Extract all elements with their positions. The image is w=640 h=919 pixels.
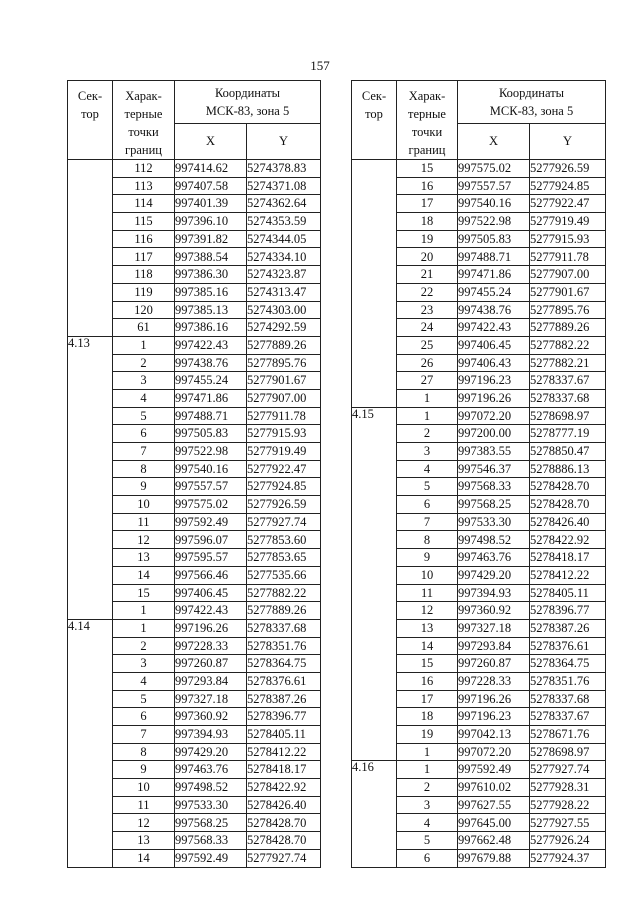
point-number-cell: 15 [113,584,175,602]
y-coordinate-cell: 5277922.47 [530,195,606,213]
point-number-cell: 7 [397,513,458,531]
y-coordinate-cell: 5277882.21 [530,354,606,372]
x-coordinate-cell: 997463.76 [175,761,247,779]
point-number-cell: 6 [397,496,458,514]
x-coordinate-cell: 997401.39 [175,195,247,213]
point-number-cell: 24 [397,319,458,337]
y-coordinate-cell: 5278351.76 [530,672,606,690]
y-coordinate-cell: 5277928.22 [530,796,606,814]
x-coordinate-cell: 997533.30 [458,513,530,531]
point-number-cell: 11 [113,796,175,814]
x-coordinate-cell: 997505.83 [175,425,247,443]
sector-cell [352,160,397,408]
x-coordinate-cell: 997463.76 [458,549,530,567]
point-number-cell: 19 [397,230,458,248]
point-number-cell: 113 [113,177,175,195]
x-coordinate-cell: 997540.16 [175,460,247,478]
table-body-left [68,160,321,868]
point-number-cell: 17 [397,690,458,708]
table-row [352,407,606,425]
y-coordinate-cell: 5277915.93 [530,230,606,248]
point-number-cell: 9 [113,478,175,496]
y-coordinate-cell: 5277882.22 [247,584,321,602]
x-coordinate-cell: 997422.43 [175,602,247,620]
point-number-cell: 13 [113,832,175,850]
x-coordinate-cell: 997645.00 [458,814,530,832]
x-coordinate-cell: 997575.02 [175,496,247,514]
point-number-cell: 18 [397,213,458,231]
y-coordinate-cell: 5277927.74 [530,761,606,779]
x-coordinate-cell: 997592.49 [175,513,247,531]
y-coordinate-cell: 5277907.00 [247,389,321,407]
y-coordinate-cell: 5277924.85 [247,478,321,496]
point-number-cell: 4 [397,814,458,832]
y-coordinate-cell: 5277919.49 [247,443,321,461]
point-number-cell: 20 [397,248,458,266]
point-number-cell: 1 [113,619,175,637]
x-coordinate-cell: 997422.43 [175,336,247,354]
y-coordinate-cell: 5274362.64 [247,195,321,213]
x-coordinate-cell: 997455.24 [458,283,530,301]
x-coordinate-cell: 997293.84 [175,672,247,690]
x-coordinate-cell: 997488.71 [175,407,247,425]
y-coordinate-cell: 5278405.11 [530,584,606,602]
header-coordinates: Координаты МСК-83, зона 5 [175,81,321,124]
sector-cell [68,160,113,337]
x-coordinate-cell: 997429.20 [458,566,530,584]
point-number-cell: 115 [113,213,175,231]
x-coordinate-cell: 997260.87 [175,655,247,673]
y-coordinate-cell: 5278405.11 [247,726,321,744]
x-coordinate-cell: 997385.16 [175,283,247,301]
point-number-cell: 7 [113,443,175,461]
y-coordinate-cell: 5278376.61 [247,672,321,690]
x-coordinate-cell: 997568.33 [458,478,530,496]
x-coordinate-cell: 997414.62 [175,160,247,178]
point-number-cell: 14 [113,849,175,867]
y-coordinate-cell: 5274371.08 [247,177,321,195]
header-y: Y [530,123,606,159]
point-number-cell: 22 [397,283,458,301]
point-number-cell: 11 [113,513,175,531]
point-number-cell: 12 [113,814,175,832]
x-coordinate-cell: 997627.55 [458,796,530,814]
y-coordinate-cell: 5278428.70 [247,832,321,850]
table-body-right [352,160,606,868]
point-number-cell: 9 [113,761,175,779]
point-number-cell: 5 [397,478,458,496]
x-coordinate-cell: 997072.20 [458,407,530,425]
point-number-cell: 3 [113,655,175,673]
x-coordinate-cell: 997388.54 [175,248,247,266]
y-coordinate-cell: 5277926.59 [247,496,321,514]
x-coordinate-cell: 997505.83 [458,230,530,248]
x-coordinate-cell: 997540.16 [458,195,530,213]
point-number-cell: 112 [113,160,175,178]
x-coordinate-cell: 997679.88 [458,849,530,867]
point-number-cell: 1 [113,336,175,354]
point-number-cell: 18 [397,708,458,726]
x-coordinate-cell: 997394.93 [458,584,530,602]
header-sector: Сек- тор [68,81,113,160]
sector-cell: 4.14 [68,619,113,867]
y-coordinate-cell: 5278396.77 [530,602,606,620]
point-number-cell: 8 [113,743,175,761]
point-number-cell: 8 [113,460,175,478]
point-number-cell: 5 [113,407,175,425]
point-number-cell: 1 [397,389,458,407]
point-number-cell: 2 [397,779,458,797]
table-row [352,160,606,178]
point-number-cell: 10 [113,496,175,514]
y-coordinate-cell: 5277928.31 [530,779,606,797]
sector-cell: 4.15 [352,407,397,761]
x-coordinate-cell: 997575.02 [458,160,530,178]
x-coordinate-cell: 997406.45 [458,336,530,354]
table-row [68,619,321,637]
x-coordinate-cell: 997610.02 [458,779,530,797]
point-number-cell: 13 [113,549,175,567]
header-x: X [458,123,530,159]
y-coordinate-cell: 5277927.55 [530,814,606,832]
y-coordinate-cell: 5277889.26 [530,319,606,337]
y-coordinate-cell: 5277924.85 [530,177,606,195]
point-number-cell: 11 [397,584,458,602]
x-coordinate-cell: 997488.71 [458,248,530,266]
y-coordinate-cell: 5274334.10 [247,248,321,266]
point-number-cell: 1 [397,761,458,779]
header-y: Y [247,123,321,159]
y-coordinate-cell: 5278412.22 [247,743,321,761]
point-number-cell: 1 [397,743,458,761]
y-coordinate-cell: 5278418.17 [530,549,606,567]
point-number-cell: 19 [397,726,458,744]
x-coordinate-cell: 997566.46 [175,566,247,584]
y-coordinate-cell: 5278418.17 [247,761,321,779]
point-number-cell: 120 [113,301,175,319]
point-number-cell: 25 [397,336,458,354]
y-coordinate-cell: 5274323.87 [247,266,321,284]
x-coordinate-cell: 997327.18 [458,619,530,637]
point-number-cell: 27 [397,372,458,390]
y-coordinate-cell: 5278777.19 [530,425,606,443]
x-coordinate-cell: 997394.93 [175,726,247,744]
point-number-cell: 12 [113,531,175,549]
x-coordinate-cell: 997396.10 [175,213,247,231]
point-number-cell: 6 [113,425,175,443]
y-coordinate-cell: 5278426.40 [530,513,606,531]
y-coordinate-cell: 5277907.00 [530,266,606,284]
y-coordinate-cell: 5277895.76 [530,301,606,319]
point-number-cell: 6 [397,849,458,867]
y-coordinate-cell: 5278428.70 [530,496,606,514]
y-coordinate-cell: 5274292.59 [247,319,321,337]
y-coordinate-cell: 5277882.22 [530,336,606,354]
point-number-cell: 117 [113,248,175,266]
y-coordinate-cell: 5277895.76 [247,354,321,372]
sector-cell: 4.16 [352,761,397,867]
x-coordinate-cell: 997228.33 [175,637,247,655]
x-coordinate-cell: 997438.76 [175,354,247,372]
point-number-cell: 3 [113,372,175,390]
point-number-cell: 15 [397,160,458,178]
x-coordinate-cell: 997546.37 [458,460,530,478]
y-coordinate-cell: 5277911.78 [247,407,321,425]
y-coordinate-cell: 5277924.37 [530,849,606,867]
x-coordinate-cell: 997595.57 [175,549,247,567]
table-row [352,761,606,779]
point-number-cell: 14 [397,637,458,655]
x-coordinate-cell: 997327.18 [175,690,247,708]
x-coordinate-cell: 997557.57 [458,177,530,195]
point-number-cell: 118 [113,266,175,284]
y-coordinate-cell: 5278337.68 [247,619,321,637]
x-coordinate-cell: 997200.00 [458,425,530,443]
header-boundary-points: Харак- терные точки границ [113,81,175,160]
x-coordinate-cell: 997407.58 [175,177,247,195]
y-coordinate-cell: 5277926.24 [530,832,606,850]
y-coordinate-cell: 5277889.26 [247,336,321,354]
y-coordinate-cell: 5278698.97 [530,407,606,425]
y-coordinate-cell: 5277853.60 [247,531,321,549]
x-coordinate-cell: 997471.86 [175,389,247,407]
point-number-cell: 3 [397,796,458,814]
point-number-cell: 3 [397,443,458,461]
point-number-cell: 4 [113,672,175,690]
point-number-cell: 21 [397,266,458,284]
y-coordinate-cell: 5277889.26 [247,602,321,620]
x-coordinate-cell: 997196.26 [458,389,530,407]
point-number-cell: 12 [397,602,458,620]
x-coordinate-cell: 997196.23 [458,372,530,390]
table-row [68,160,321,178]
x-coordinate-cell: 997386.30 [175,266,247,284]
y-coordinate-cell: 5278337.68 [530,690,606,708]
x-coordinate-cell: 997498.52 [458,531,530,549]
header-boundary-points: Харак- терные точки границ [397,81,458,160]
point-number-cell: 6 [113,708,175,726]
x-coordinate-cell: 997568.25 [458,496,530,514]
x-coordinate-cell: 997455.24 [175,372,247,390]
point-number-cell: 1 [113,602,175,620]
y-coordinate-cell: 5277853.65 [247,549,321,567]
point-number-cell: 119 [113,283,175,301]
x-coordinate-cell: 997406.43 [458,354,530,372]
x-coordinate-cell: 997471.86 [458,266,530,284]
x-coordinate-cell: 997385.13 [175,301,247,319]
point-number-cell: 2 [113,637,175,655]
point-number-cell: 7 [113,726,175,744]
y-coordinate-cell: 5277919.49 [530,213,606,231]
x-coordinate-cell: 997383.55 [458,443,530,461]
y-coordinate-cell: 5278376.61 [530,637,606,655]
coordinates-table-left [67,80,321,868]
y-coordinate-cell: 5277535.66 [247,566,321,584]
y-coordinate-cell: 5278428.70 [247,814,321,832]
coordinates-table-right [351,80,606,868]
y-coordinate-cell: 5278671.76 [530,726,606,744]
y-coordinate-cell: 5274313.47 [247,283,321,301]
point-number-cell: 114 [113,195,175,213]
x-coordinate-cell: 997498.52 [175,779,247,797]
point-number-cell: 17 [397,195,458,213]
x-coordinate-cell: 997592.49 [458,761,530,779]
y-coordinate-cell: 5278850.47 [530,443,606,461]
y-coordinate-cell: 5277901.67 [530,283,606,301]
x-coordinate-cell: 997360.92 [458,602,530,620]
y-coordinate-cell: 5278337.67 [530,708,606,726]
point-number-cell: 16 [397,177,458,195]
point-number-cell: 14 [113,566,175,584]
x-coordinate-cell: 997429.20 [175,743,247,761]
point-number-cell: 2 [113,354,175,372]
y-coordinate-cell: 5274303.00 [247,301,321,319]
y-coordinate-cell: 5278426.40 [247,796,321,814]
x-coordinate-cell: 997196.26 [175,619,247,637]
point-number-cell: 61 [113,319,175,337]
header-coordinates: Координаты МСК-83, зона 5 [458,81,606,124]
y-coordinate-cell: 5277911.78 [530,248,606,266]
point-number-cell: 116 [113,230,175,248]
x-coordinate-cell: 997196.26 [458,690,530,708]
header-x: X [175,123,247,159]
y-coordinate-cell: 5278387.26 [530,619,606,637]
x-coordinate-cell: 997522.98 [175,443,247,461]
table-row [68,336,321,354]
x-coordinate-cell: 997592.49 [175,849,247,867]
point-number-cell: 26 [397,354,458,372]
x-coordinate-cell: 997557.57 [175,478,247,496]
point-number-cell: 4 [397,460,458,478]
point-number-cell: 5 [397,832,458,850]
y-coordinate-cell: 5278886.13 [530,460,606,478]
y-coordinate-cell: 5274353.59 [247,213,321,231]
x-coordinate-cell: 997386.16 [175,319,247,337]
y-coordinate-cell: 5278428.70 [530,478,606,496]
y-coordinate-cell: 5277927.74 [247,849,321,867]
point-number-cell: 16 [397,672,458,690]
point-number-cell: 4 [113,389,175,407]
y-coordinate-cell: 5278422.92 [530,531,606,549]
x-coordinate-cell: 997293.84 [458,637,530,655]
point-number-cell: 10 [397,566,458,584]
x-coordinate-cell: 997533.30 [175,796,247,814]
point-number-cell: 9 [397,549,458,567]
x-coordinate-cell: 997522.98 [458,213,530,231]
point-number-cell: 10 [113,779,175,797]
y-coordinate-cell: 5277915.93 [247,425,321,443]
y-coordinate-cell: 5278698.97 [530,743,606,761]
x-coordinate-cell: 997406.45 [175,584,247,602]
y-coordinate-cell: 5278337.67 [530,372,606,390]
x-coordinate-cell: 997596.07 [175,531,247,549]
x-coordinate-cell: 997260.87 [458,655,530,673]
point-number-cell: 8 [397,531,458,549]
point-number-cell: 1 [397,407,458,425]
y-coordinate-cell: 5278337.68 [530,389,606,407]
x-coordinate-cell: 997568.25 [175,814,247,832]
point-number-cell: 15 [397,655,458,673]
x-coordinate-cell: 997391.82 [175,230,247,248]
y-coordinate-cell: 5278396.77 [247,708,321,726]
y-coordinate-cell: 5277926.59 [530,160,606,178]
page-number: 157 [310,58,330,73]
y-coordinate-cell: 5278387.26 [247,690,321,708]
y-coordinate-cell: 5277927.74 [247,513,321,531]
y-coordinate-cell: 5274344.05 [247,230,321,248]
y-coordinate-cell: 5277901.67 [247,372,321,390]
x-coordinate-cell: 997228.33 [458,672,530,690]
y-coordinate-cell: 5278351.76 [247,637,321,655]
x-coordinate-cell: 997438.76 [458,301,530,319]
point-number-cell: 13 [397,619,458,637]
point-number-cell: 2 [397,425,458,443]
y-coordinate-cell: 5278412.22 [530,566,606,584]
y-coordinate-cell: 5278364.75 [247,655,321,673]
x-coordinate-cell: 997360.92 [175,708,247,726]
x-coordinate-cell: 997662.48 [458,832,530,850]
point-number-cell: 23 [397,301,458,319]
x-coordinate-cell: 997422.43 [458,319,530,337]
point-number-cell: 5 [113,690,175,708]
x-coordinate-cell: 997196.23 [458,708,530,726]
y-coordinate-cell: 5278364.75 [530,655,606,673]
y-coordinate-cell: 5277922.47 [247,460,321,478]
y-coordinate-cell: 5274378.83 [247,160,321,178]
x-coordinate-cell: 997568.33 [175,832,247,850]
x-coordinate-cell: 997042.13 [458,726,530,744]
sector-cell: 4.13 [68,336,113,619]
y-coordinate-cell: 5278422.92 [247,779,321,797]
x-coordinate-cell: 997072.20 [458,743,530,761]
header-sector: Сек- тор [352,81,397,160]
